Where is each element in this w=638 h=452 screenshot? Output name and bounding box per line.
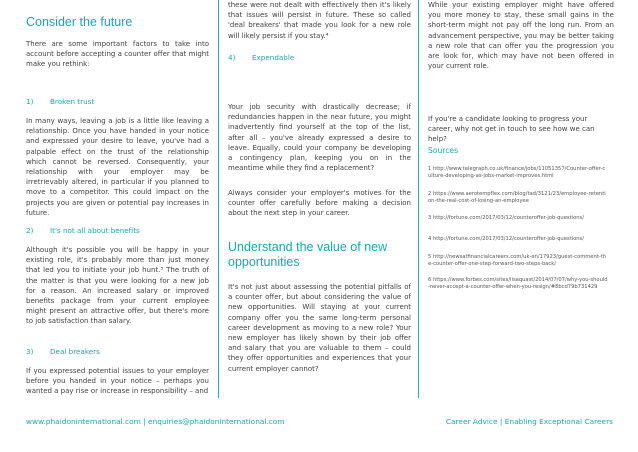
heading-value-opportunities: Understand the value of new opportunities <box>228 240 388 269</box>
column-divider <box>418 0 419 398</box>
section-heading-expendable <box>228 53 294 63</box>
section-number: 2) <box>26 226 34 235</box>
section-heading-broken-trust <box>26 97 94 107</box>
footer-tagline: Career Advice | Enabling Exceptional Careers <box>445 417 613 426</box>
paragraph-benefits: Although it's possible you will be happy in your existing role, it's probably more than just money that led you to initiate your job hunt.³ The truth of the matter is that you were looking for a new job for a reason. An increased salary or improved benefits package from your current employee might present an attractive offer, but there's more to job satisfaction than salary. <box>26 246 209 326</box>
paragraph-deal-breakers: If you expressed potential issues to your employer before you handed in your notice – perhaps you wanted a pay rise or increase in responsibility – and <box>26 367 209 396</box>
paragraph-expendable: Your job security with drastically decrease; if redundancies happen in the near future, you might inadvertently find yourself at the top of the list, after all – you've already expressed a desire to leave. Equally, could your company be developing a contingency plan, keeping you on in the meantime while they find a replacement? <box>228 103 411 173</box>
section-title: Deal breakers <box>50 347 100 356</box>
sources-heading: Sources <box>428 146 459 155</box>
section-heading-deal-breakers <box>26 347 100 357</box>
source-item[interactable]: 4 http://fortune.com/2017/03/12/counteroffer-job-questions/ <box>428 236 584 242</box>
section-title: Broken trust <box>50 97 95 106</box>
heading-consider-future: Consider the future <box>26 15 133 29</box>
column-divider <box>218 0 219 398</box>
paragraph-broken-trust: In many ways, leaving a job is a little like leaving a relationship. Once you have handed in your notice and expressed your desire to leave, you've had a palpable effect on the trust of the relationship which cannot be reversed. Consequently, your relationship with your employer may be irretrievably altered, in particular if you planned to move to a competitor. This could impact on the projects you are given or potential pay increases in future. <box>26 117 209 217</box>
source-item[interactable]: 1 http://www.telegraph.co.uk/finance/jobs/11051357/Counter-offer-culture-developing-as-jobs-market-improves.html <box>428 166 606 180</box>
paragraph-deal-breakers-cont: these were not dealt with effectively then it's likely that issues will persist in future. These so called 'deal breakers' that made you look for a new role will likely persist if you stay.⁴ <box>228 1 411 40</box>
footer-contact[interactable]: www.phaidoninternational.com | enquiries@phaidoninternational.com <box>26 417 285 426</box>
source-item[interactable]: 2 https://www.aerotempflex.com/blog/tad/3121/23/employee-retention-the-real-cost-of-losing-an-employee <box>428 191 606 205</box>
section-number: 3) <box>26 347 34 356</box>
section-number: 1) <box>26 97 34 106</box>
paragraph-value-opportunities: It's not just about assessing the potential pitfalls of a counter offer, but about considering the value of new opportunities. Will staying at your current company offer you the same long-term personal career development as moving to a new role? Your new employer has likely shown by their job offer and salary that you are valuable to them – could they offer opportunities and experiences that your current employer cannot? <box>228 283 411 373</box>
section-title: It's not all about benefits <box>50 226 140 235</box>
section-heading-benefits <box>26 226 140 236</box>
section-number: 4) <box>228 53 236 62</box>
source-item[interactable]: 6 https://www.forbes.com/sites/lisaquast/2014/07/07/why-you-should-never-accept-a-counter-offer-when-you-resign/#8bcd79b731429 <box>428 277 608 291</box>
paragraph-always-consider: Always consider your employer's motives for the counter offer carefully before making a decision about the next step in your career. <box>228 189 411 218</box>
source-item[interactable]: 3 http://fortune.com/2017/03/12/counteroffer-job-questions/ <box>428 215 584 221</box>
intro-paragraph: There are some important factors to take into account before accepting a counter offer that might make you rethink: <box>26 40 209 69</box>
source-item[interactable]: 5 http://newsatfinancialcareers.com/uk-en/17923/guest-comment-the-counter-offer-one-step-forward-two-steps-back/ <box>428 254 607 268</box>
paragraph-candidate: If you're a candidate looking to progress your career, why not get in touch to see how we can help? <box>428 115 595 144</box>
paragraph-existing-employer: While your existing employer might have offered you more money to stay, these small gains in the short-term might not pay off the long run. From an advancement perspective, you may be better taking a new role that can offer you the progression you are look for, which may have not been offered in your current role. <box>428 1 614 71</box>
section-title: Expendable <box>252 53 295 62</box>
